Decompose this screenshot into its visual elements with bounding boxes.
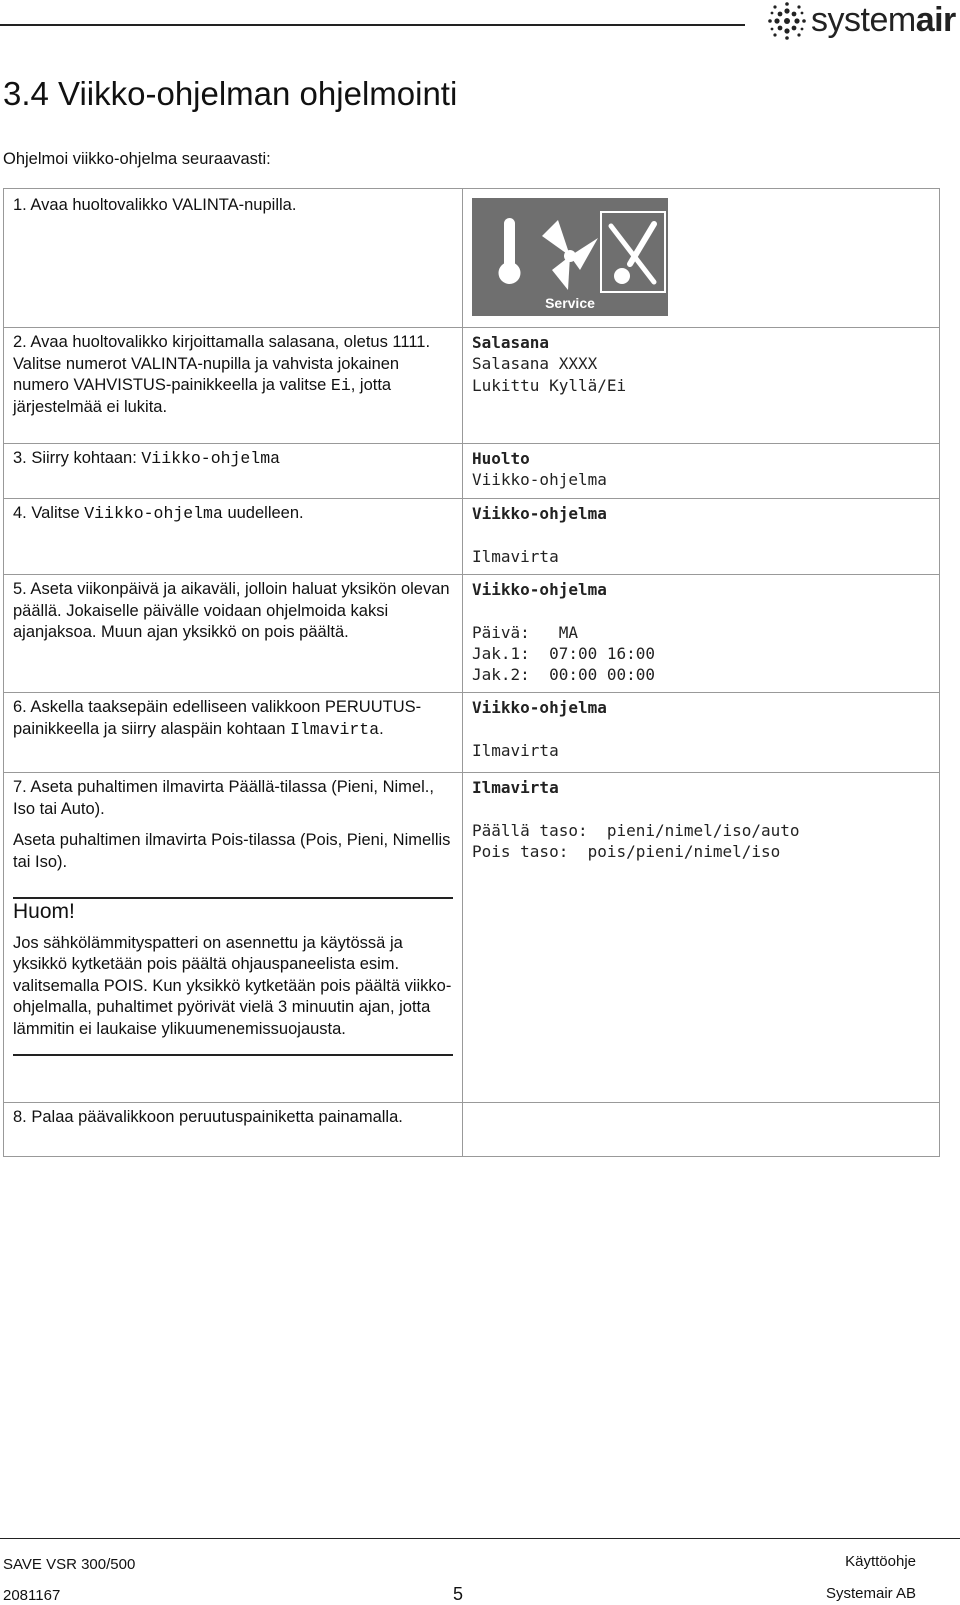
intro-text: Ohjelmoi viikko-ohjelma seuraavasti: [3,150,271,168]
brand-wordmark [811,1,956,40]
display-line: Viikko-ohjelma [472,470,607,490]
step-2-code: Ei [330,376,351,395]
step-row-2 [4,328,940,444]
step-7a-text: 7. Aseta puhaltimen ilmavirta Päällä-tilassa (Pieni, Nimel., Iso tai Auto). [13,778,434,818]
step-4-text-a: 4. Valitse [13,504,85,522]
step-6-text-b: . [379,719,384,738]
footer-company: Systemair AB [825,1585,916,1602]
step-6-text [4,693,462,744]
display-line: Salasana [472,333,550,352]
step-5-text: 5. Aseta viikonpäivä ja aikaväli, jolloin haluat yksikön olevan päällä. Jokaiselle päivälle voidaan ohjelmoida kaksi ajanjaksoa. Muun ajan yksikkö on pois päältä. [13,580,450,641]
step-row-6 [4,693,940,773]
display-line: Viikko-ohjelma [472,580,607,599]
step-7b-text: Aseta puhaltimen ilmavirta Pois-tilassa (Pois, Pieni, Nimellis tai Iso). [13,831,451,871]
footer-rule [0,1538,960,1539]
display-line: Jak.1: 07:00 16:00 [472,643,656,663]
display-line: Ilmavirta [472,546,559,566]
step-6-display [463,693,939,765]
display-line: Ilmavirta [472,778,559,797]
display-line: Pois taso: pois/pieni/nimel/iso [472,841,781,861]
step-4-text-b: uudelleen. [222,504,304,522]
step-row-7 [4,773,940,1103]
step-3-code: Viikko-ohjelma [141,449,281,468]
step-6-code: Ilmavirta [290,719,380,739]
display-line: Ilmavirta [472,740,559,760]
note-text: Jos sähkölämmityspatteri on asennettu ja käytössä ja yksikkö kytketään pois päältä ohjauspaneelista esim. valitsemalla POIS. Kun yksikkö kytketään pois päältä viikko-ohjelmalla, puhaltimet pyörivät vielä 3 minuutin ajan, jotta lämmitin ei laukaise ylikuumenemissuojausta. [13,933,452,1038]
step-2-text [4,328,462,422]
page-title: 3.4 Viikko-ohjelman ohjelmointi [3,75,458,112]
note-box [4,891,462,1068]
step-5-display [463,575,939,689]
logo-mark-icon [767,1,807,41]
brand-air: air [915,1,956,39]
footer-doc-type: Käyttöohje [845,1553,916,1570]
service-panel-icon [472,198,668,316]
step-6-text-a: 6. Askella taaksepäin edelliseen valikkoon PERUUTUS-painikkeella ja siirry alaspäin kohtaan [13,698,422,738]
step-3-text-a: 3. Siirry kohtaan: [13,449,142,467]
note-top-rule [13,897,453,899]
display-line: Päivä: MA [472,622,578,642]
step-row-1 [4,189,940,328]
note-title: Huom! [13,900,75,923]
display-line: Huolto [472,449,530,468]
step-4-text [4,499,462,529]
display-line: Päällä taso: pieni/nimel/iso/auto [472,820,800,840]
step-3-text [4,444,462,474]
display-line: Lukittu Kyllä/Ei [472,375,627,395]
step-row-3 [4,444,940,499]
service-label: Service [545,295,595,311]
step-2-text-b: , jotta järjestelmää ei lukita. [13,376,392,416]
step-1-text: 1. Avaa huoltovalikko VALINTA-nupilla. [13,196,297,214]
step-3-display [463,444,939,495]
steps-table [3,188,940,1157]
step-7-display [463,773,939,866]
display-line: Viikko-ohjelma [472,698,607,717]
brand-system: system [811,1,916,39]
display-line: Salasana XXXX [472,354,598,374]
display-line: Viikko-ohjelma [472,504,607,523]
display-line: Jak.2: 00:00 00:00 [472,665,656,685]
step-row-4 [4,499,940,575]
header-rule [0,24,745,26]
step-4-display [463,499,939,571]
footer-doc-number: 2081167 [3,1587,61,1604]
footer-page-number: 5 [453,1584,464,1604]
step-8-text: 8. Palaa päävalikkoon peruutuspainiketta painamalla. [13,1108,403,1126]
step-4-code: Viikko-ohjelma [84,504,223,523]
step-2-display [463,328,939,400]
systemair-logo [767,0,960,44]
step-2-text-a: 2. Avaa huoltovalikko kirjoittamalla salasana, oletus 1111. Valitse numerot VALINTA-nupilla ja vahvista jokainen numero VAHVISTUS-painikkeella ja valitse [13,333,431,394]
step-row-5 [4,575,940,693]
note-bottom-rule [13,1054,453,1056]
service-panel [463,189,939,327]
step-row-8 [4,1103,940,1157]
footer-model: SAVE VSR 300/500 [3,1556,136,1573]
